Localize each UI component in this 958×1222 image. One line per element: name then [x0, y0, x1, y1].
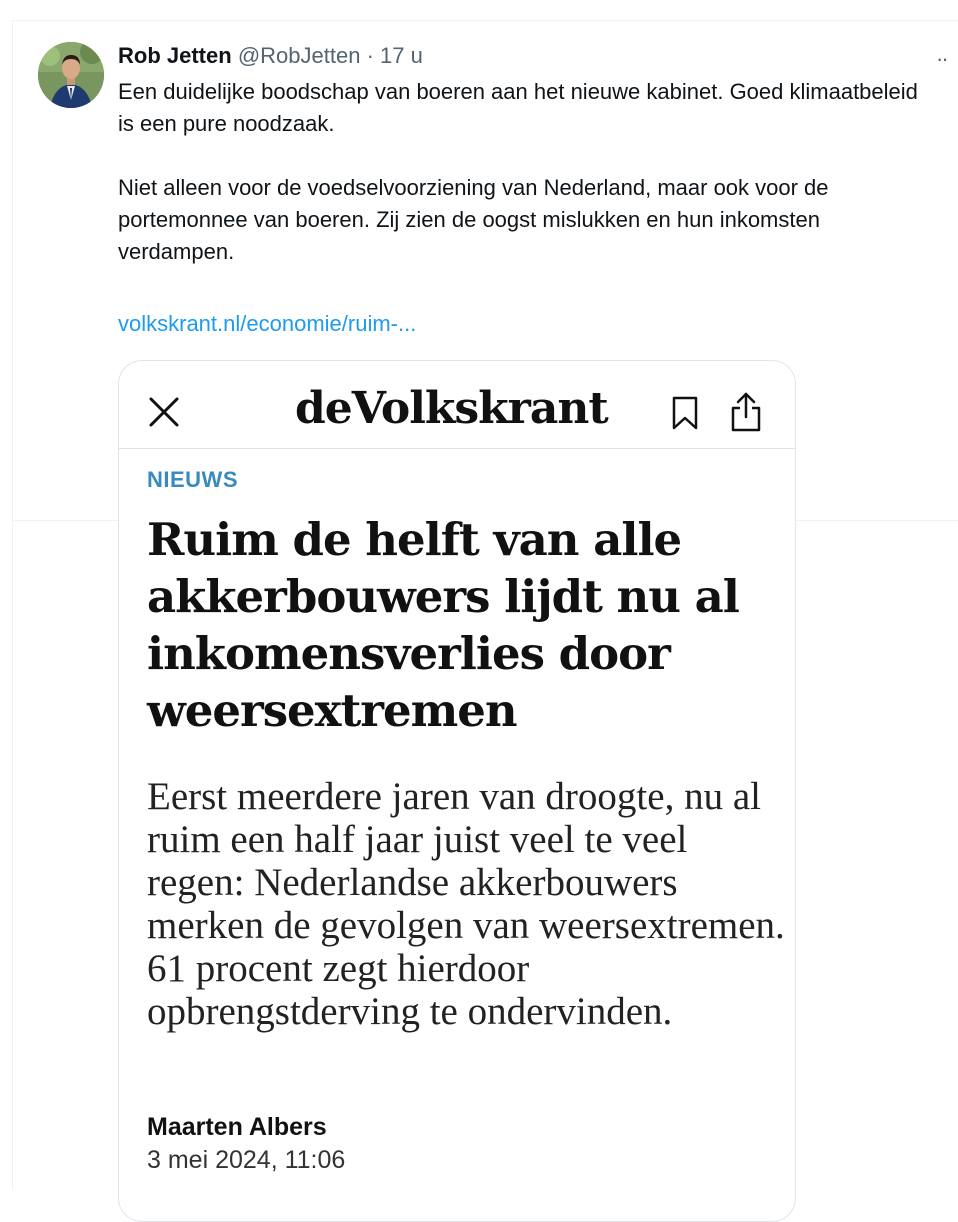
share-icon	[729, 391, 763, 438]
card-toolbar	[119, 361, 795, 449]
avatar[interactable]	[38, 42, 104, 108]
volkskrant-logo: deVolkskrant	[295, 383, 608, 434]
author-handle[interactable]: @RobJetten	[237, 43, 361, 68]
tweet-time[interactable]: 17 u	[380, 43, 423, 68]
bookmark-icon	[669, 395, 701, 436]
more-options-icon[interactable]: ··	[936, 46, 947, 71]
tweet-paragraph-1: Een duidelijke boodschap van boeren aan het nieuwe kabinet. Goed klimaatbeleid is een pure noodzaak.	[118, 79, 918, 136]
divider-top	[12, 20, 958, 21]
close-icon	[147, 395, 181, 434]
divider-tweet-right	[796, 520, 958, 521]
divider-left	[12, 20, 13, 1190]
article-date: 3 mei 2024, 11:06	[147, 1146, 346, 1174]
separator-dot: ·	[366, 43, 374, 68]
article-screenshot-card[interactable]	[118, 360, 796, 1222]
article-author: Maarten Albers	[147, 1113, 327, 1141]
article-link[interactable]: volkskrant.nl/economie/ruim-...	[118, 311, 417, 336]
author-name[interactable]: Rob Jetten	[118, 43, 232, 68]
article-lead: Eerst meerdere jaren van droogte, nu al ruim een half jaar juist veel te veel regen: Nederlandse akkerbouwers merken de gevolgen van weersextremen. 61 procent zegt hierdoor opbrengstderving te ondervinden.	[147, 775, 785, 1033]
tweet-text	[118, 76, 938, 268]
tweet-paragraph-2: Niet alleen voor de voedselvoorziening van Nederland, maar ook voor de portemonnee van boeren. Zij zien de oogst mislukken en hun inkomsten verdampen.	[118, 175, 829, 264]
section-label: NIEUWS	[147, 467, 238, 492]
article-headline: Ruim de helft van alle akkerbouwers lijdt nu al inkomensverlies door weersextremen	[147, 513, 739, 737]
divider-tweet-left	[12, 520, 118, 521]
tweet-header	[118, 40, 423, 72]
